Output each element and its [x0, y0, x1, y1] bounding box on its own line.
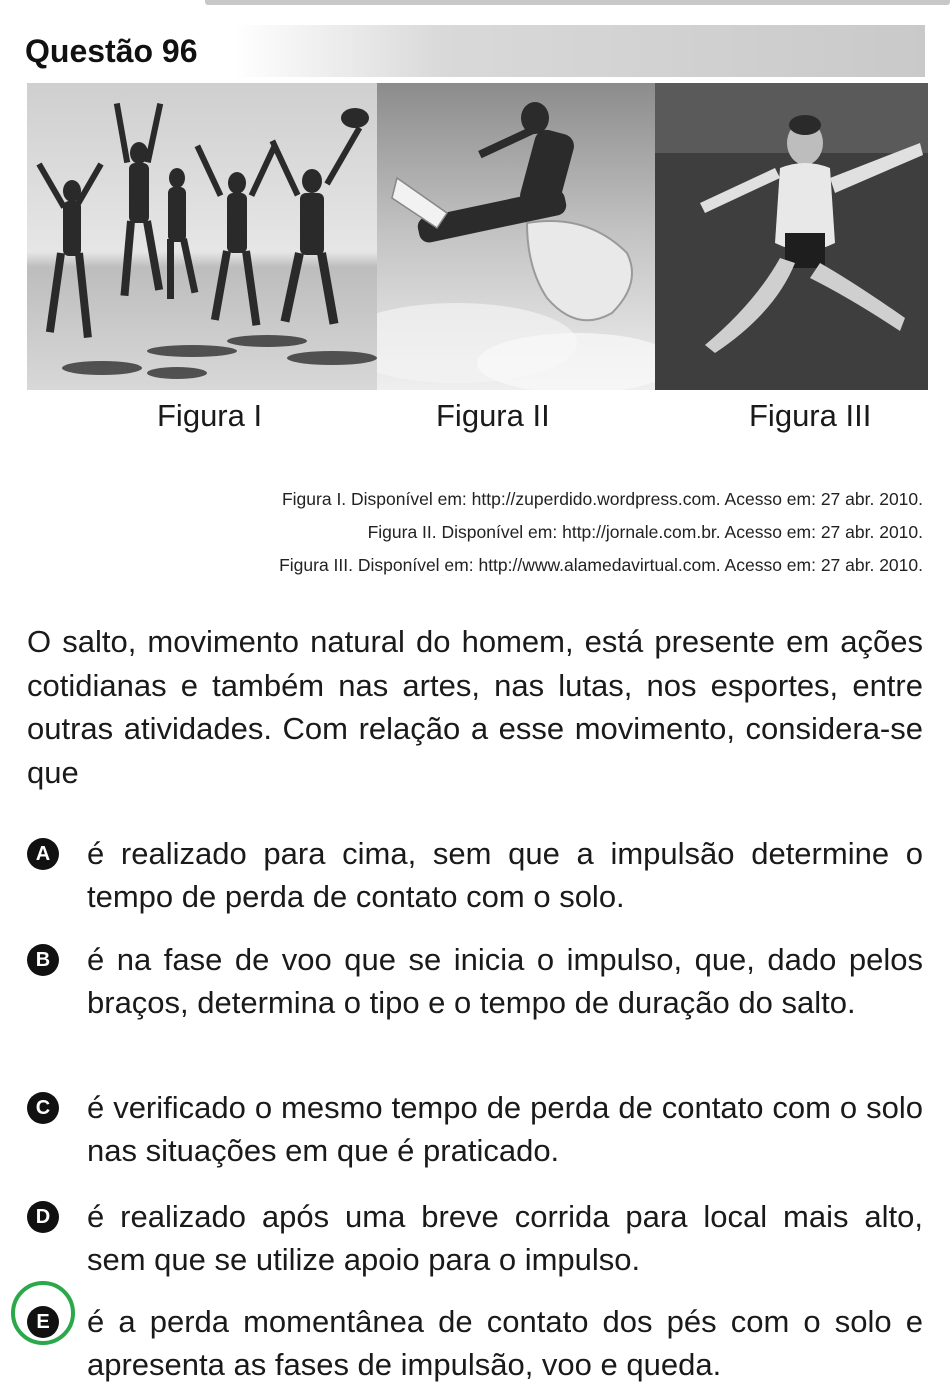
caption-figure-3: Figura III: [749, 398, 872, 433]
question-title: Questão 96: [25, 32, 198, 69]
figure-sources: [103, 483, 923, 582]
figure-3-photo: [655, 83, 928, 390]
option-text: é verificado o mesmo tempo de perda de contato com o solo nas situações em que é praticado.: [87, 1090, 923, 1168]
source-figure-3: Figura III. Disponível em: http://www.alamedavirtual.com. Acesso em: 27 abr. 2010.: [279, 555, 923, 575]
option-b[interactable]: [27, 938, 923, 1024]
option-text: é a perda momentânea de contato dos pés com o solo e apresenta as fases de impulsão, voo e queda.: [87, 1304, 923, 1382]
option-text: é realizado após uma breve corrida para local mais alto, sem que se utilize apoio para o impulso.: [87, 1199, 923, 1277]
figure-captions: [0, 398, 950, 442]
caption-figure-1: Figura I: [157, 398, 263, 433]
option-text: é realizado para cima, sem que a impulsão determine o tempo de perda de contato com o solo.: [87, 836, 923, 914]
option-letter-badge: C: [27, 1092, 59, 1124]
figure-2-photo: [377, 83, 655, 390]
option-c[interactable]: [27, 1086, 923, 1172]
option-a[interactable]: [27, 832, 923, 918]
option-letter-badge: B: [27, 944, 59, 976]
option-text: é na fase de voo que se inicia o impulso, que, dado pelos braços, determina o tipo e o tempo de duração do salto.: [87, 942, 923, 1020]
option-e[interactable]: [27, 1300, 923, 1386]
option-letter-badge: E: [27, 1306, 59, 1338]
source-figure-2: Figura II. Disponível em: http://jornale.com.br. Acesso em: 27 abr. 2010.: [367, 522, 923, 542]
option-letter-badge: D: [27, 1201, 59, 1233]
figures-strip: [27, 83, 928, 390]
question-stem: O salto, movimento natural do homem, está presente em ações cotidianas e também nas artes, nas lutas, nos esportes, entre outras atividades. Com relação a esse movimento, considera-se que: [27, 624, 923, 790]
top-rule: [205, 0, 950, 5]
option-letter-badge: A: [27, 838, 59, 870]
header-bar: [234, 25, 925, 77]
caption-figure-2: Figura II: [436, 398, 550, 433]
question-header: [25, 25, 925, 77]
figure-1-photo: [27, 83, 377, 390]
option-d[interactable]: [27, 1195, 923, 1281]
source-figure-1: Figura I. Disponível em: http://zuperdido.wordpress.com. Acesso em: 27 abr. 2010.: [281, 489, 923, 509]
selected-answer-ring: [11, 1281, 75, 1345]
